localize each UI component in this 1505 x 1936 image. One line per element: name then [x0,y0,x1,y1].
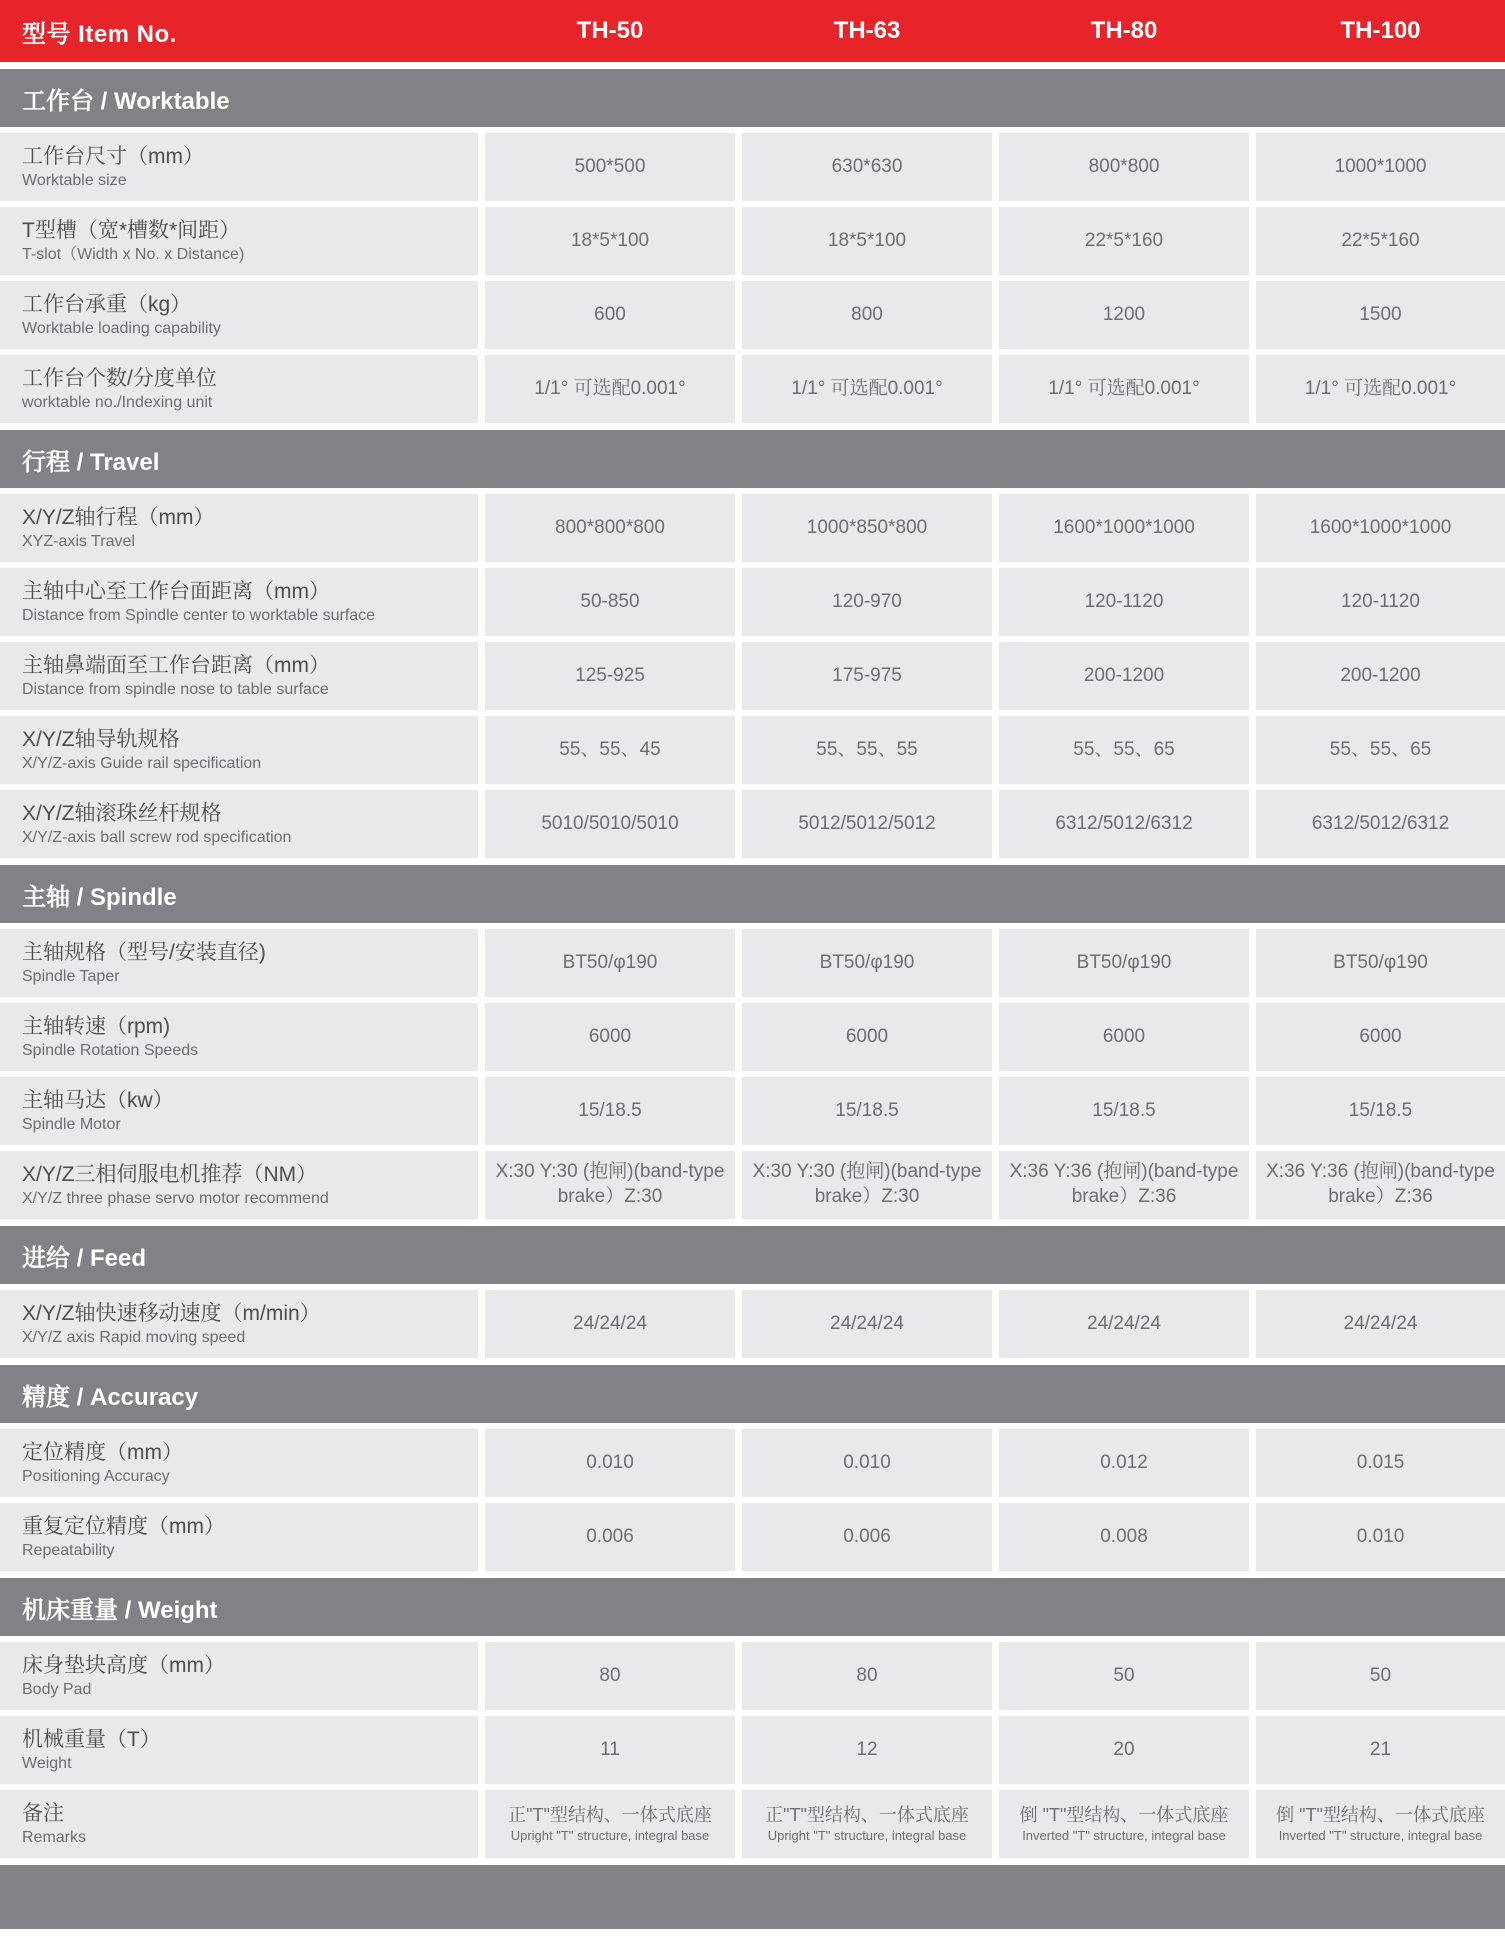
spec-value: 200-1200 [1340,664,1421,686]
spec-value: 24/24/24 [573,1312,647,1334]
spec-value: 6000 [588,1025,632,1047]
spec-value-cell [1256,716,1505,784]
spec-value: 15/18.5 [1348,1099,1413,1121]
spec-value-cell [1256,929,1505,997]
spec-value-en: Inverted "T" structure, integral base [1022,1827,1226,1843]
spec-row [0,355,1505,423]
spec-value-cell [742,1642,992,1710]
spec-value-cell [485,281,735,349]
spec-value: 18*5*100 [827,229,907,251]
spec-value-cell [999,207,1249,275]
spec-value: 5012/5012/5012 [798,812,936,834]
section-header-1 [0,430,1505,488]
spec-value-cell [485,1642,735,1710]
row-label-cell [0,1503,478,1571]
spec-value: 15/18.5 [578,1099,642,1121]
spec-value: BT50/φ190 [819,951,915,973]
spec-value: X:30 Y:30 (抱闸)(band-type brake）Z:30 [495,1161,725,1207]
spec-value: 15/18.5 [835,1099,899,1121]
row-label-en: X/Y/Z-axis Guide rail specification [22,754,262,772]
spec-value-cell [742,642,992,710]
spec-value-en: Upright "T" structure, integral base [767,1827,967,1843]
spec-value-cell [742,1151,992,1219]
section-header-5 [0,1578,1505,1636]
spec-value-cell [1256,494,1505,562]
spec-value: 55、55、65 [1329,738,1432,760]
spec-value-cell [742,1077,992,1145]
spec-value: 1600*1000*1000 [1053,516,1195,538]
spec-value-cell [485,790,735,858]
section-title: 工作台 / Worktable [22,87,230,115]
spec-value-cell [485,716,735,784]
spec-value-cell [485,207,735,275]
spec-value-cell [485,133,735,201]
spec-value: 15/18.5 [1092,1099,1156,1121]
spec-value: 55、55、55 [816,738,918,760]
spec-value-zh: 正"T"型结构、一体式底座 [765,1805,969,1826]
row-label-zh: X/Y/Z轴快速移动速度（m/min） [22,1302,321,1326]
spec-value-cell [1256,1003,1505,1071]
spec-row [0,716,1505,784]
spec-value: 1/1° 可选配0.001° [1304,377,1457,399]
spec-value: 1500 [1359,303,1402,325]
spec-value: 125-925 [575,664,645,686]
spec-value-cell [999,929,1249,997]
spec-value: 6000 [1359,1025,1402,1047]
row-label-zh: 主轴转速（rpm) [22,1015,171,1039]
section-header-0 [0,69,1505,127]
section-title: 机床重量 / Weight [22,1596,218,1624]
spec-value-cell [485,568,735,636]
column-header-th-80: TH-80 [1090,17,1158,44]
spec-row [0,1003,1505,1071]
row-label-en: worktable no./Indexing unit [22,393,213,411]
row-label-zh: 主轴马达（kw） [22,1089,174,1113]
spec-value-cell [742,1503,992,1571]
spec-row [0,642,1505,710]
row-label-zh: 主轴鼻端面至工作台距离（mm） [22,654,330,678]
row-label-zh: X/Y/Z轴导轨规格 [22,728,180,752]
spec-value-cell [999,642,1249,710]
section-title: 主轴 / Spindle [22,883,177,911]
spec-value-cell [485,1077,735,1145]
row-label-en: X/Y/Z three phase servo motor recommend [22,1189,329,1207]
spec-value: 24/24/24 [1343,1312,1418,1334]
spec-value-cell [485,1790,735,1858]
spec-row [0,281,1505,349]
section-header-4 [0,1365,1505,1423]
row-label-cell [0,716,478,784]
row-label-cell [0,1642,478,1710]
spec-value-cell [999,1151,1249,1219]
spec-row [0,1429,1505,1497]
spec-value-cell [999,133,1249,201]
spec-value: 200-1200 [1083,664,1165,686]
spec-value-cell [742,1003,992,1071]
spec-value-cell [1256,568,1505,636]
spec-value-en: Upright "T" structure, integral base [510,1827,710,1843]
row-label-cell [0,1716,478,1784]
spec-value: 0.008 [1100,1525,1148,1547]
spec-value: 55、55、45 [559,738,661,760]
row-label-en: T-slot（Width x No. x Distance) [22,245,245,263]
row-label-en: Worktable size [22,171,127,189]
spec-value-cell [1256,133,1505,201]
row-label-en: X/Y/Z-axis ball screw rod specification [22,828,292,846]
spec-value-cell [1256,355,1505,423]
row-label-zh: 工作台承重（kg） [22,293,192,317]
spec-value-cell [485,1151,735,1219]
row-label-zh: 工作台尺寸（mm） [22,145,204,169]
spec-value-cell [742,1790,992,1858]
section-title: 进给 / Feed [22,1244,147,1272]
row-label-cell [0,929,478,997]
spec-value: 50 [1369,1664,1392,1686]
spec-value: 5010/5010/5010 [541,812,679,834]
spec-value-cell [742,1429,992,1497]
row-label-cell [0,1790,478,1858]
row-label-cell [0,281,478,349]
spec-value-cell [1256,790,1505,858]
spec-value-cell [485,642,735,710]
spec-value: 80 [856,1664,878,1686]
row-label-cell [0,1077,478,1145]
spec-value-cell [742,929,992,997]
spec-value-cell [1256,1716,1505,1784]
row-label-zh: 备注 [22,1802,64,1826]
spec-value: 600 [594,303,626,325]
row-label-zh: 工作台个数/分度单位 [22,367,217,391]
spec-value-cell [742,790,992,858]
spec-value-cell [999,1503,1249,1571]
spec-value: 0.006 [843,1525,891,1547]
column-header-th-100: TH-100 [1340,17,1421,44]
spec-value-cell [999,1429,1249,1497]
spec-value-cell [999,494,1249,562]
spec-value: 800*800 [1088,155,1160,177]
spec-value-cell [742,494,992,562]
spec-value: 6000 [845,1025,889,1047]
spec-value: 50-850 [580,590,640,612]
spec-value: 22*5*160 [1084,229,1164,251]
spec-row [0,1790,1505,1858]
spec-value: 0.006 [586,1525,634,1547]
spec-value-cell [485,1003,735,1071]
spec-row [0,1642,1505,1710]
spec-row [0,568,1505,636]
section-title: 精度 / Accuracy [22,1383,199,1411]
row-label-cell [0,1151,478,1219]
spec-value-cell [1256,1290,1505,1358]
table-header [0,0,1505,62]
spec-value-cell [742,133,992,201]
spec-value-cell [485,355,735,423]
spec-value-cell [485,929,735,997]
spec-row [0,1290,1505,1358]
spec-value: 1200 [1102,303,1146,325]
spec-value: 1000*850*800 [806,516,928,538]
spec-value-zh: 正"T"型结构、一体式底座 [508,1805,712,1826]
spec-value-cell [485,1503,735,1571]
table-body [0,69,1505,1858]
spec-value: 21 [1369,1738,1392,1760]
spec-value-zh: 倒 "T"型结构、一体式底座 [1276,1805,1485,1826]
spec-value-cell [485,1290,735,1358]
spec-value: 24/24/24 [1087,1312,1161,1334]
spec-value: 120-970 [832,590,902,612]
row-label-zh: T型槽（宽*槽数*间距） [22,219,241,243]
spec-value-cell [999,790,1249,858]
spec-row [0,929,1505,997]
row-label-zh: X/Y/Z轴行程（mm） [22,506,215,530]
spec-value: 0.015 [1356,1451,1405,1473]
column-header-th-63: TH-63 [833,17,901,44]
spec-value-cell [485,1716,735,1784]
spec-value-cell [1256,642,1505,710]
row-label-en: Distance from spindle nose to table surface [22,680,329,698]
spec-value-cell [999,1077,1249,1145]
spec-value-cell [999,1716,1249,1784]
row-label-cell [0,1429,478,1497]
row-label-cell [0,568,478,636]
spec-row [0,1503,1505,1571]
spec-value-cell [999,1790,1249,1858]
spec-value: 11 [600,1738,620,1760]
row-label-cell [0,494,478,562]
spec-value-cell [1256,281,1505,349]
spec-value: 120-1120 [1084,590,1164,612]
spec-value-cell [1256,1151,1505,1219]
spec-value: 1000*1000 [1334,155,1427,177]
spec-value-cell [742,568,992,636]
row-label-cell [0,642,478,710]
spec-value: BT50/φ190 [1333,951,1428,973]
section-header-2 [0,865,1505,923]
row-label-zh: 重复定位精度（mm） [22,1515,225,1539]
row-label-en: Distance from Spindle center to worktable surface [22,606,376,624]
spec-value: 0.010 [586,1451,634,1473]
spec-value-en: Inverted "T" structure, integral base [1278,1827,1483,1843]
spec-value: 175-975 [832,664,902,686]
spec-value-cell [999,355,1249,423]
row-label-zh: 主轴规格（型号/安装直径) [22,941,266,965]
spec-value-cell [999,1642,1249,1710]
spec-value: 18*5*100 [570,229,650,251]
spec-value: 630*630 [831,155,903,177]
spec-row [0,1151,1505,1219]
spec-value-cell [999,568,1249,636]
spec-row [0,1716,1505,1784]
spec-value-cell [1256,1503,1505,1571]
spec-value: BT50/φ190 [1076,951,1172,973]
row-label-en: Spindle Taper [22,967,120,985]
spec-value: 120-1120 [1341,590,1420,612]
row-label-en: Worktable loading capability [22,319,221,337]
spec-row [0,1077,1505,1145]
spec-value-cell [742,207,992,275]
footer-bar [0,1865,1505,1929]
spec-value: 1/1° 可选配0.001° [1048,377,1200,399]
row-label-zh: 机械重量（T） [22,1728,161,1752]
row-label-en: Repeatability [22,1541,115,1559]
spec-value: 0.012 [1100,1451,1148,1473]
spec-row [0,207,1505,275]
spec-value-cell [742,355,992,423]
spec-value: X:36 Y:36 (抱闸)(band-type brake）Z:36 [1009,1161,1239,1207]
row-label-en: Spindle Rotation Speeds [22,1041,199,1059]
spec-value-cell [1256,207,1505,275]
spec-value-cell [742,1290,992,1358]
spec-row [0,494,1505,562]
spec-value: 22*5*160 [1341,229,1420,251]
spec-value: 1600*1000*1000 [1309,516,1452,538]
row-label-zh: 床身垫块高度（mm） [22,1654,225,1678]
spec-row [0,790,1505,858]
spec-value: 50 [1113,1664,1135,1686]
spec-value: 0.010 [843,1451,891,1473]
spec-row [0,133,1505,201]
spec-value: 55、55、65 [1073,738,1175,760]
row-label-zh: X/Y/Z轴滚珠丝杆规格 [22,802,222,826]
spec-value: 24/24/24 [830,1312,904,1334]
spec-value-cell [742,1716,992,1784]
spec-value-cell [1256,1642,1505,1710]
row-label-cell [0,355,478,423]
spec-value-cell [999,1290,1249,1358]
row-label-zh: X/Y/Z三相伺服电机推荐（NM） [22,1163,318,1187]
spec-value-cell [742,281,992,349]
row-label-cell [0,207,478,275]
spec-value-cell [999,1003,1249,1071]
spec-value: 80 [599,1664,621,1686]
spec-value: 6312/5012/6312 [1311,812,1450,834]
spec-value: 0.010 [1356,1525,1405,1547]
spec-value: X:30 Y:30 (抱闸)(band-type brake）Z:30 [752,1161,982,1207]
spec-value: 800 [851,303,883,325]
row-label-cell [0,790,478,858]
spec-value: 800*800*800 [555,516,665,538]
row-label-en: X/Y/Z axis Rapid moving speed [22,1328,246,1346]
spec-value-cell [999,716,1249,784]
row-label-en: Weight [22,1754,72,1772]
spec-value-cell [485,1429,735,1497]
spec-value-cell [999,281,1249,349]
row-label-en: Remarks [22,1828,87,1846]
spec-value: BT50/φ190 [562,951,658,973]
row-label-en: Body Pad [22,1680,92,1698]
row-label-cell [0,1290,478,1358]
spec-value-cell [1256,1790,1505,1858]
spec-value: 1/1° 可选配0.001° [534,377,686,399]
spec-value-cell [485,494,735,562]
spec-value: X:36 Y:36 (抱闸)(band-type brake）Z:36 [1266,1161,1495,1207]
spec-value-zh: 倒 "T"型结构、一体式底座 [1019,1805,1229,1826]
section-title: 行程 / Travel [22,448,160,476]
spec-value: 500*500 [574,155,646,177]
spec-value: 12 [856,1738,878,1760]
spec-value: 6312/5012/6312 [1055,812,1193,834]
row-label-en: Spindle Motor [22,1115,121,1133]
row-label-cell [0,133,478,201]
spec-value-cell [1256,1077,1505,1145]
spec-value-cell [1256,1429,1505,1497]
row-label-zh: 定位精度（mm） [22,1441,183,1465]
row-label-cell [0,1003,478,1071]
row-label-zh: 主轴中心至工作台面距离（mm） [22,580,330,604]
spec-value: 1/1° 可选配0.001° [791,377,943,399]
section-header-3 [0,1226,1505,1284]
spec-value-cell [742,716,992,784]
column-header-th-50: TH-50 [576,17,644,44]
row-label-en: XYZ-axis Travel [22,532,135,550]
spec-value: 20 [1113,1738,1135,1760]
item-no-label: 型号 Item No. [22,20,177,48]
spec-value: 6000 [1102,1025,1146,1047]
row-label-en: Positioning Accuracy [22,1467,170,1485]
